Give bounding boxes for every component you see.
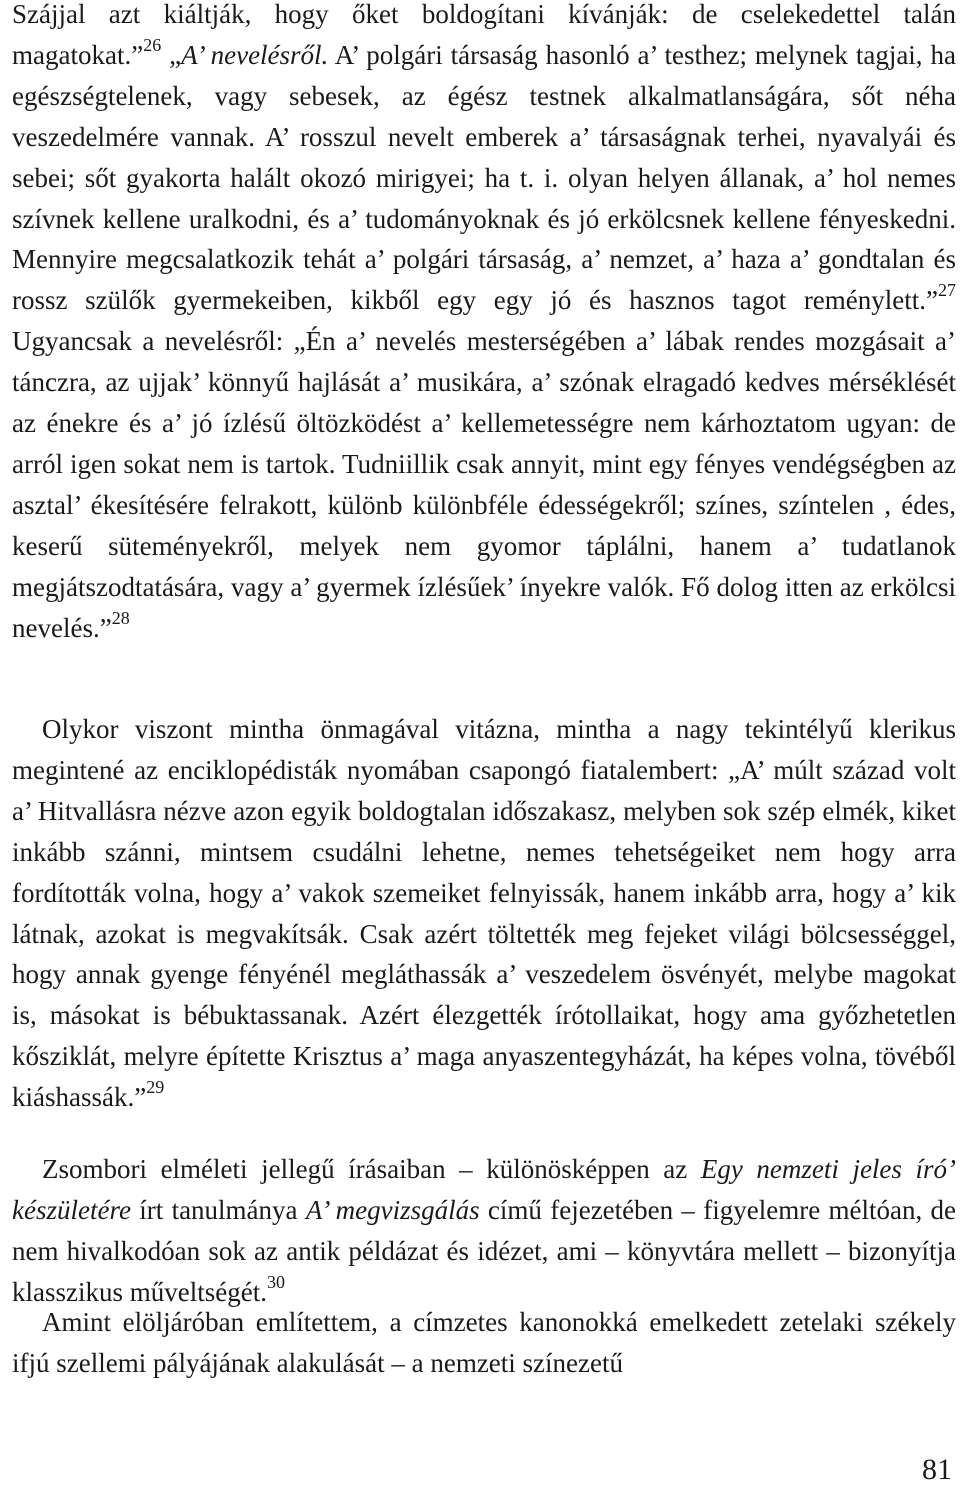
- footnote-ref-26[interactable]: 26: [143, 34, 162, 55]
- paragraph-text: „: [161, 39, 182, 70]
- paragraph-text: Olykor viszont mintha önmagával vitázna, mintha a nagy tekintélyű klerikus megintené az enciklopédisták nyomában csapongó fiatalembert: „A’ múlt század volt a’ Hitvallásra nézve azon egyik boldogtalan időszakasz, melyben sok szép elmék, kiket inkább szánni, mintsem csudálni lehetne, nemes tehetségeiket nem hogy arra fordították volna, hogy a’ vakok szemeiket felnyissák, hanem inkább arra, hogy a’ kik látnak, azokat is megvakítsák. Csak azért töltették meg fejeket világi bölcsességgel, hogy annak gyenge fényénél megláthassák a’ veszedelem ösvényét, melybe magokat is, másokat is bébuktassanak. Azért élezgették írótollaikat, hogy ama győzhetetlen kősziklát, melyre építette Krisztus a’ maga anyaszentegyházát, ha képes volna, tövéből kiáshassák.”: [12, 714, 956, 1113]
- paragraph-text: Szájjal azt kiáltják, hogy őket boldogítani kívánják: de cselekedettel talán magatokat.”: [12, 0, 956, 70]
- footnote-ref-30[interactable]: 30: [266, 1271, 285, 1292]
- paragraph-text: A’ polgári társaság hasonló a’ testhez; melynek tagjai, ha egészségtelenek, vagy sebesek, az égész testnek alkalmatlanságára, sőt néha veszedelmére vannak. A’ rosszul nevelt emberek a’ társaságnak terhei, nyavalyái és sebei; sőt gyakorta halált okozó mirigyei; ha t. i. olyan helyen állanak, a’ hol nemes szívnek kellene uralkodni, és a’ tudományoknak és jó erkölcsnek kellene fényeskedni. Mennyire megcsalatkozik tehát a’ polgári társaság, a’ nemzet, a’ haza a’ gondtalan és rossz szülők gyermekeiben, kikből egy egy jó és hasznos tagot reménylett.”: [12, 39, 956, 316]
- footnote-ref-27[interactable]: 27: [938, 280, 956, 301]
- paragraph-text: Amint elöljáróban említettem, a címzetes kanonokká emelkedett zetelaki székely ifjú szellemi pályájának alakulását – a nemzeti színezetű: [12, 1307, 956, 1378]
- footnote-ref-29[interactable]: 29: [146, 1077, 165, 1098]
- paragraph-3: [12, 1149, 956, 1313]
- work-title: A’ nevelésről.: [181, 39, 329, 70]
- page-number: 81: [922, 1453, 952, 1486]
- paragraph-2: [12, 709, 956, 1118]
- paragraph-text: Ugyancsak a nevelésről: „Én a’ nevelés mesterségében a’ lábak rendes mozgásait a’ tánczra, az ujjak’ könnyű hajlását a’ musikára, a’ szónak elragadó kedves mérséklését az énekre és a’ jó ízlésű öltözködést a’ kellemetességre nem kárhoztatom ugyan: de arról igen sokat nem is tartok. Tudniillik csak annyit, mint egy fényes vendégségben az asztal’ ékesítésére felrakott, különb különbféle édességekről; színes, színtelen , édes, keserű süteményekről, melyek nem gyomor táplálni, hanem a’ tudatlanok megjátszodtatására, vagy a’ gyermek ízlésűek’ ínyekre valók. Fő dolog itten az erkölcsi nevelés.”: [12, 326, 956, 643]
- paragraph-text: című fejezetében – figyelemre méltóan, de nem hivalkodóan sok az antik példázat és idézet, ami – könyvtára mellett – bizonyítja klasszikus műveltségét.: [12, 1194, 957, 1307]
- chapter-title: A’ megvizsgálás: [305, 1194, 480, 1225]
- paragraph-text: írt tanulmánya: [130, 1194, 306, 1225]
- paragraph-4: [12, 1302, 956, 1384]
- work-title: Egy nemzeti jeles író’ készületére: [12, 1154, 956, 1225]
- footnote-ref-28[interactable]: 28: [111, 607, 130, 628]
- paragraph-text: Zsombori elméleti jellegű írásaiban – különösképpen az: [42, 1154, 701, 1184]
- paragraph-1: [12, 0, 956, 649]
